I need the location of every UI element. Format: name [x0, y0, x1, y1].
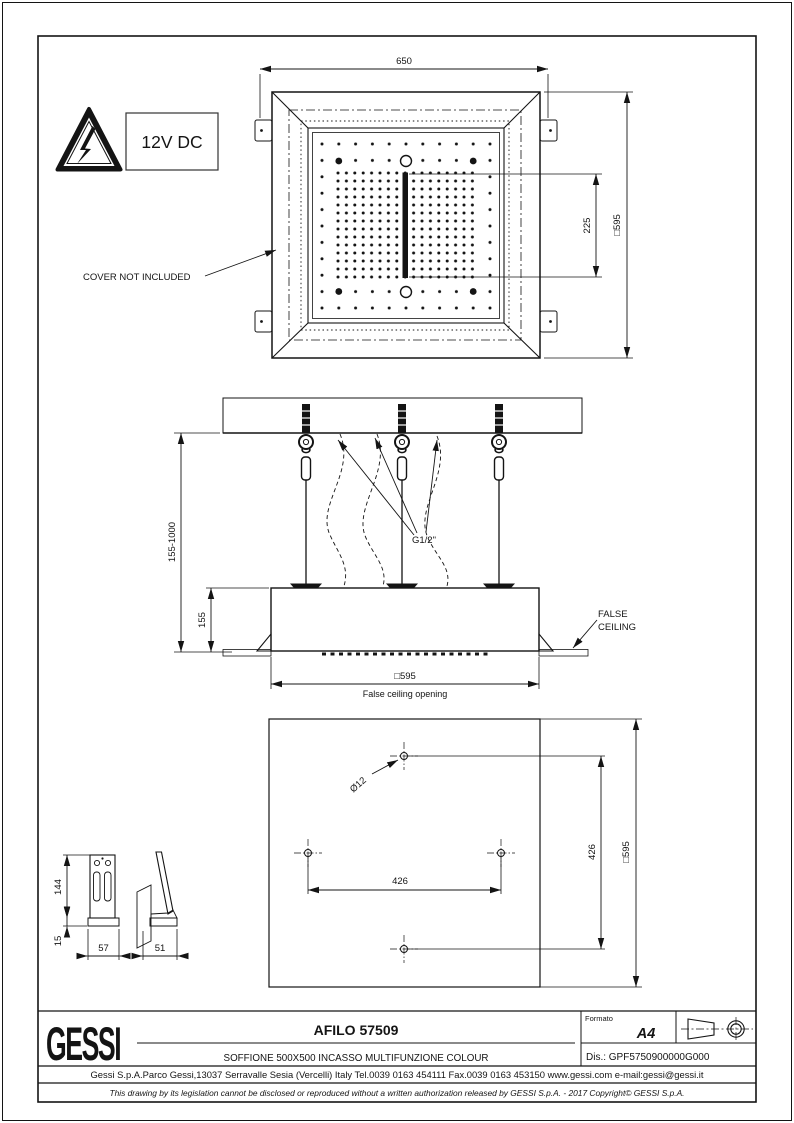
waterfall-slot: [403, 173, 409, 279]
svg-text:FALSE: FALSE: [598, 609, 628, 620]
company-address: Gessi S.p.A.Parco Gessi,13037 Serravalle Sesia (Vercelli) Italy Tel.0039 0163 454111 Fax.0039 0163 453150 www.gessi.com e-mail:gessi@gessi.it: [90, 1069, 704, 1080]
svg-text:155: 155: [197, 612, 208, 628]
svg-text:CEILING: CEILING: [598, 622, 637, 633]
drawing-code: Dis.: GPF5750900000G000: [586, 1052, 710, 1063]
drawing-title: AFILO 57509: [313, 1022, 399, 1038]
svg-text:□595: □595: [612, 214, 623, 236]
high-voltage-warning-icon: [58, 109, 121, 170]
hole-dia-callout: [348, 760, 398, 795]
dim-155: [197, 588, 269, 652]
voltage-label-box: [126, 113, 218, 170]
dim-opening-595: [271, 657, 539, 699]
shower-body: [271, 588, 539, 651]
suspension-anchor: [395, 404, 409, 480]
cover-note: [83, 250, 276, 283]
bracket-detail-view: [53, 852, 188, 960]
projection-symbol-icon: [681, 1017, 753, 1041]
suspension-anchor: [299, 404, 313, 480]
nozzle-pattern: [316, 138, 499, 317]
svg-text:426: 426: [587, 844, 598, 860]
dim-plate-595: [621, 719, 636, 987]
voltage-label: 12V DC: [141, 132, 203, 152]
dim-15: [53, 909, 87, 946]
svg-text:426: 426: [392, 876, 408, 887]
title-block: [38, 1011, 756, 1098]
svg-text:□595: □595: [394, 671, 416, 682]
svg-text:51: 51: [154, 943, 166, 954]
top-view: [83, 56, 633, 358]
dim-51: [132, 929, 188, 960]
dim-650: [260, 56, 548, 118]
section-view: [167, 398, 636, 699]
format-label: Formato: [585, 1014, 613, 1023]
suspension-anchor: [492, 404, 506, 480]
dim-144: [53, 855, 91, 918]
svg-text:COVER NOT INCLUDED: COVER NOT INCLUDED: [83, 272, 191, 283]
svg-text:□595: □595: [621, 841, 632, 863]
svg-text:144: 144: [53, 879, 64, 895]
dim-426-h: [308, 876, 501, 890]
copyright-disclaimer: This drawing by its legislation cannot be disclosed or reproduced without a written authorization released by GESSI S.p.A. - 2017 Copyright© GESSI S.p.A.: [109, 1088, 685, 1098]
retention-flap: [539, 634, 553, 651]
thread-callout: [338, 438, 437, 546]
drawing-subtitle: SOFFIONE 500X500 INCASSO MULTIFUNZIONE COLOUR: [223, 1053, 489, 1064]
fixing-holes: [294, 742, 515, 963]
mounting-plate-view: [269, 719, 642, 987]
retention-flap: [257, 634, 271, 651]
svg-text:155-1000: 155-1000: [167, 521, 178, 563]
dim-57: [77, 929, 130, 960]
svg-text:650: 650: [396, 56, 412, 67]
format-value: A4: [636, 1026, 656, 1042]
false-ceiling-callout: [573, 609, 636, 648]
svg-text:225: 225: [582, 217, 593, 234]
svg-text:57: 57: [98, 943, 109, 954]
wall-section: [137, 885, 151, 948]
dim-426-v: [587, 756, 601, 949]
flexible-hoses: [327, 434, 448, 586]
svg-text:G1/2": G1/2": [412, 535, 436, 546]
gessi-logo: GESSI: [46, 1018, 121, 1072]
svg-text:Ø12: Ø12: [347, 775, 369, 796]
svg-text:False ceiling opening: False ceiling opening: [362, 689, 448, 699]
svg-text:15: 15: [53, 935, 64, 947]
